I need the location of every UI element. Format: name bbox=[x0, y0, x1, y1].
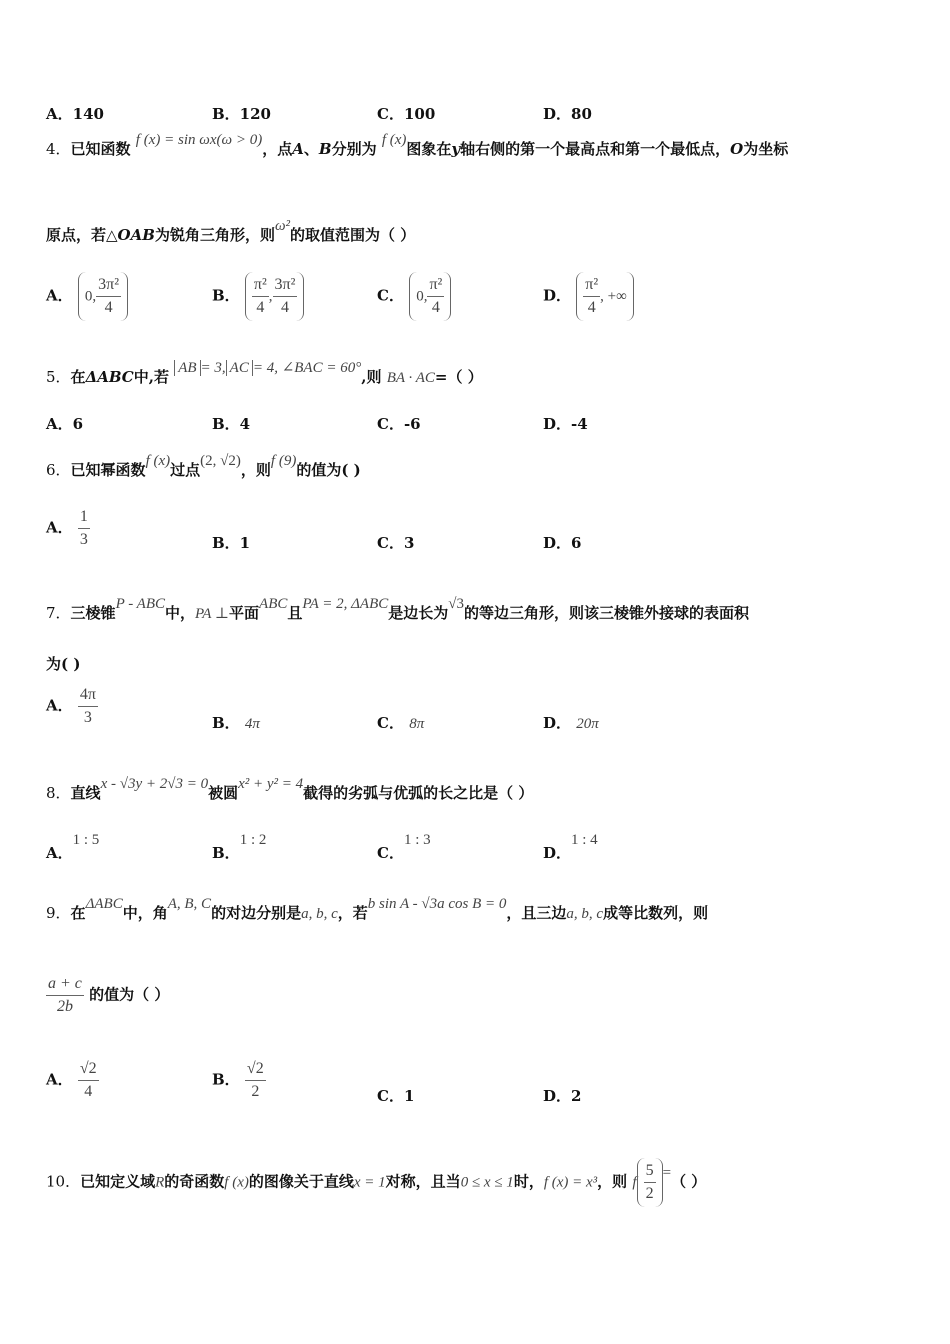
q4-option-c: C． 0, $\frac{\text{π²}}{4}$ bbox=[377, 272, 451, 321]
q4-text: 已知函数 bbox=[70, 140, 131, 158]
q6-f9: f (9) bbox=[270, 453, 297, 469]
q9-triangle: ΔABC bbox=[85, 896, 123, 912]
fraction: $\frac{\text{π²}}{4}$ bbox=[429, 276, 443, 316]
q9-equation: b sin A - √3a cos B = 0 bbox=[367, 896, 507, 912]
fraction: $\frac{√2}{2}$ bbox=[246, 1060, 264, 1100]
q5-option-a: A．6 bbox=[46, 415, 84, 433]
q9-sides: a, b, c bbox=[301, 906, 338, 922]
q6-point: (2, √2) bbox=[200, 453, 241, 469]
q4-option-b: B． $\frac{\text{π²}}{4}$ , $\frac{\text{3π²}}{4}$ bbox=[212, 272, 304, 321]
q8-line-equation: x - √3y + 2√3 = 0 bbox=[100, 776, 209, 792]
q7-plane: ABC bbox=[259, 596, 288, 612]
q4-y: y bbox=[451, 140, 461, 158]
q5-number: 5． bbox=[46, 368, 71, 386]
q6-line: 6．已知幂函数f (x)过点(2, √2)，则f (9)的值为( ) bbox=[46, 453, 361, 479]
q9-sides: a, b, c bbox=[566, 906, 604, 922]
q4-text: ，点 bbox=[262, 140, 293, 158]
q7-pa: PA ⊥ bbox=[195, 606, 230, 622]
q5-option-b: B．4 bbox=[212, 415, 251, 433]
fraction: $\frac{\text{π²}}{4}$ bbox=[585, 276, 599, 316]
q4-option-a bbox=[46, 272, 128, 321]
q8-line: 8．直线x - √3y + 2√3 = 0被圆x² + y² = 4截得的劣弧与优弧的长之比是（ ） bbox=[46, 776, 534, 802]
q4-text: 为锐角三角形，则 bbox=[154, 226, 275, 244]
q6-fx: f (x) bbox=[145, 453, 171, 469]
q6-option-d: D．6 bbox=[543, 534, 582, 552]
q4-line1 bbox=[46, 132, 789, 159]
q8-option-a: A．1 : 5 bbox=[46, 832, 100, 862]
q7-option-c: C． 8π bbox=[377, 714, 425, 732]
q3-option-c: C．100 bbox=[377, 105, 436, 123]
q5-option-d: D．-4 bbox=[543, 415, 588, 433]
q9-fraction: $\frac{a + c}{2b}$ bbox=[48, 975, 82, 1015]
q4-function: f (x) = sin ωx(ω > 0) bbox=[135, 132, 263, 148]
q7-option-a: A． $\frac{4\pi}{3}$ bbox=[46, 686, 96, 726]
q4-text: 原点，若△ bbox=[46, 226, 118, 244]
q4-line2 bbox=[46, 218, 416, 245]
q10-line: 10．已知定义域R的奇函数f (x)的图像关于直线x = 1对称，且当0 ≤ x ≤ 1时，f (x) = x³，则 f $\frac{5}{2}$ =（ ） bbox=[46, 1158, 706, 1207]
q9-line2: $\frac{a + c}{2b}$ 的值为（ ） bbox=[48, 975, 170, 1015]
q8-number: 8． bbox=[46, 784, 71, 802]
fraction: $\frac{\text{π²}}{4}$ bbox=[253, 276, 267, 316]
fraction: $\frac{4\pi}{3}$ bbox=[79, 686, 96, 726]
q4-text: 分别为 bbox=[331, 140, 377, 158]
q3-option-a: A．140 bbox=[46, 105, 104, 123]
q4-text: 轴右侧的第一个最高点和第一个最低点， bbox=[460, 140, 731, 158]
q7-option-b: B． 4π bbox=[212, 714, 260, 732]
q10-axis: x = 1 bbox=[353, 1174, 386, 1191]
q3-option-d: D．80 bbox=[543, 105, 592, 123]
q4-omega-squared: ω² bbox=[274, 218, 291, 234]
q4-triangle: OAB bbox=[117, 226, 155, 244]
q8-option-d: D．1 : 4 bbox=[543, 832, 598, 862]
q4-point-b: B bbox=[318, 140, 332, 158]
q7-pyramid: P - ABC bbox=[115, 596, 166, 612]
fraction: $\frac{1}{3}$ bbox=[79, 508, 88, 548]
q4-fx: f (x) bbox=[381, 132, 407, 148]
q7-side: √3 bbox=[448, 596, 465, 612]
q4-point-a: A bbox=[292, 140, 304, 158]
q9-option-c: C．1 bbox=[377, 1087, 415, 1105]
q6-option-a: A． $\frac{1}{3}$ bbox=[46, 508, 88, 548]
q10-domain: R bbox=[155, 1174, 165, 1191]
q4-origin: O bbox=[730, 140, 744, 158]
q9-number: 9． bbox=[46, 904, 71, 922]
interval-left: 0, bbox=[84, 288, 97, 305]
q4-number: 4． bbox=[46, 140, 71, 158]
q9-option-d: D．2 bbox=[543, 1087, 582, 1105]
q5-dot-product: BA · AC bbox=[386, 370, 435, 386]
q8-option-b: B．1 : 2 bbox=[212, 832, 267, 862]
q8-option-c: C．1 : 3 bbox=[377, 832, 431, 862]
option-label: D． bbox=[543, 286, 572, 305]
q6-option-b: B．1 bbox=[212, 534, 251, 552]
q5-option-c: C．-6 bbox=[377, 415, 421, 433]
q5-condition: AB = 3, AC = 4, ∠BAC = 60° bbox=[174, 360, 361, 376]
option-label: C． bbox=[377, 286, 404, 305]
q10-number: 10． bbox=[46, 1172, 81, 1191]
q7-condition: PA = 2, ΔABC bbox=[302, 596, 389, 612]
q4-text: 图象在 bbox=[406, 140, 452, 158]
q10-definition: f (x) = x³ bbox=[543, 1174, 598, 1191]
q3-option-b: B．120 bbox=[212, 105, 271, 123]
q9-option-a: A． $\frac{√2}{4}$ bbox=[46, 1060, 97, 1100]
q6-option-c: C．3 bbox=[377, 534, 415, 552]
q9-option-b: B． $\frac{√2}{2}$ bbox=[212, 1060, 264, 1100]
q7-line1: 7．三棱锥P - ABC中，PA ⊥平面ABC且PA = 2, ΔABC是边长为√3的等边三角形，则该三棱锥外接球的表面积 bbox=[46, 596, 750, 622]
q9-line1: 9．在ΔABC中，角A, B, C的对边分别是a, b, c，若b sin A - √3a cos B = 0，且三边a, b, c成等比数列，则 bbox=[46, 896, 709, 922]
option-label: A． bbox=[46, 286, 73, 305]
q7-option-d: D． 20π bbox=[543, 714, 599, 732]
q8-circle-equation: x² + y² = 4 bbox=[238, 776, 304, 792]
fraction: $\frac{\text{3π²}}{4}$ bbox=[274, 276, 296, 316]
q4-option-d: D． $\frac{\text{π²}}{4}$ , +∞ bbox=[543, 272, 634, 321]
q10-argument: $\frac{5}{2}$ bbox=[637, 1158, 663, 1207]
option-label: B． bbox=[212, 286, 240, 305]
q9-angles: A, B, C bbox=[167, 896, 212, 912]
fraction: $\frac{\text{3π²}}{4}$ bbox=[98, 276, 119, 316]
q4-text: 的取值范围为（ ） bbox=[290, 226, 416, 244]
q5-line: 5．在ΔABC中,若 AB = 3, AC = 4, ∠BAC = 60°,则 BA · AC=（ ） bbox=[46, 360, 483, 386]
q10-range: 0 ≤ x ≤ 1 bbox=[460, 1174, 514, 1191]
q6-number: 6． bbox=[46, 461, 71, 479]
q7-line2: 为( ) bbox=[46, 655, 81, 673]
q5-triangle: ΔABC bbox=[85, 368, 134, 386]
q10-fx: f (x) bbox=[224, 1174, 249, 1191]
q4-text: 为坐标 bbox=[743, 140, 789, 158]
q7-number: 7． bbox=[46, 604, 71, 622]
q4-text: 、 bbox=[303, 140, 319, 158]
fraction: $\frac{√2}{4}$ bbox=[79, 1060, 97, 1100]
